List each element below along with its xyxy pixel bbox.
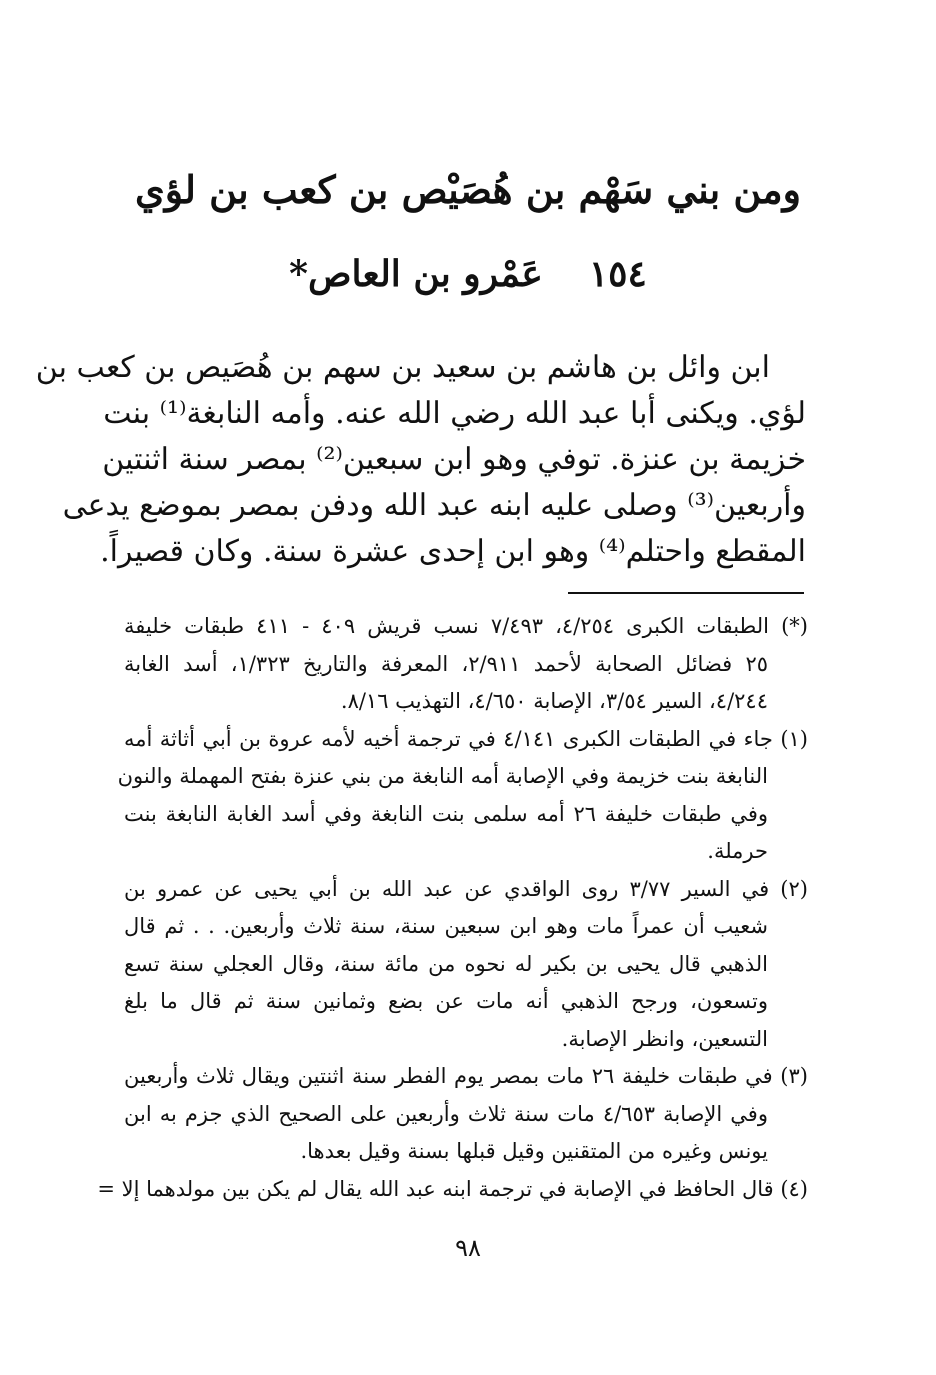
footnote-line: حرملة.	[707, 839, 768, 863]
footnote-4	[97, 1171, 808, 1209]
body-line: خزيمة بن عنزة. توفي وهو ابن سبعين⁽²⁾ بمصر سنة اثنتين	[102, 442, 806, 477]
footnote-line: التسعين، وانظر الإصابة.	[561, 1026, 768, 1051]
body-line: ابن وائل بن هاشم بن سعيد بن سهم بن هُصَيص بن كعب بن	[35, 350, 770, 385]
section-heading: ومن بني سَهْم بن هُصَيْص بن كعب بن لؤي	[134, 167, 802, 212]
footnote-line: وفي طبقات خليفة ٢٦ أمه سلمى بنت النابغة وفي أسد الغابة النابغة بنت	[124, 801, 769, 826]
biography-text	[35, 345, 806, 575]
footnote-line: (٢) في السير ٣/٧٧ روى الواقدي عن عبد الله بن أبي يحيى عن عمرو بن	[124, 876, 808, 901]
footnote-line: النابغة بنت خزيمة وفي الإصابة أمه النابغة من بني عنزة بفتح المهملة والنون	[117, 764, 768, 788]
footnote-line: ٤/٢٤٤، السير ٣/٥٤، الإصابة ٤/٦٥٠، التهذيب ٨/١٦.	[340, 689, 768, 713]
footnote-line: (*) الطبقات الكبرى ٤/٢٥٤، ٧/٤٩٣ نسب قريش ٤٠٩ - ٤١١ طبقات خليفة	[124, 614, 808, 638]
body-line: وأربعين⁽³⁾ وصلى عليه ابنه عبد الله ودفن بمصر بموضع يدعى	[62, 488, 806, 523]
footnote-1	[117, 721, 808, 871]
footnote-2	[124, 871, 808, 1059]
footnote-line: (٣) في طبقات خليفة ٢٦ مات بمصر يوم الفطر سنة اثنتين ويقال ثلاث وأربعين	[124, 1064, 808, 1088]
body-line: لؤي. ويكنى أبا عبد الله رضي الله عنه. وأمه النابغة⁽¹⁾ بنت	[103, 396, 806, 431]
entry-title	[120, 248, 816, 300]
footnote-line: شعيب أن عمراً مات وهو ابن سبعين سنة، سنة ثلاث وأربعين. . . ثم قال	[124, 914, 768, 938]
footnote-line: (١) جاء في الطبقات الكبرى ٤/١٤١ في ترجمة أخيه لأمه عروة بن أبي أثاثة أمه	[124, 726, 808, 751]
footnote-line: وتسعون، ورجح الذهبي أنه مات عن بضع وثمانين سنة ثم قال ما بلغ	[124, 989, 768, 1013]
body-line: المقطع واحتلم⁽⁴⁾ وهو ابن إحدى عشرة سنة. وكان قصيراً.	[100, 534, 806, 569]
footnote-sources	[124, 608, 808, 721]
footnote-3	[124, 1058, 808, 1171]
entry-number: ١٥٤	[588, 253, 647, 295]
footnote-line: ٢٥ فضائل الصحابة لأحمد ٢/٩١١، المعرفة والتاريخ ١/٣٢٣، أسد الغابة	[124, 651, 768, 676]
footnote-line: (٤) قال الحافظ في الإصابة في ترجمة ابنه عبد الله يقال لم يكن بين مولدهما إلا =	[97, 1176, 808, 1201]
footnote-line: يونس وغيره من المتقنين وقيل قبلها بسنة وقيل بعدها.	[300, 1139, 768, 1163]
page-number: ٩٨	[455, 1234, 481, 1262]
footnote-divider	[568, 592, 804, 594]
footnote-line: الذهبي قال يحيى بن بكير له نحوه من مائة سنة، وقال العجلي سنة تسع	[124, 951, 768, 976]
entry-name: عَمْرو بن العاص*	[289, 253, 543, 295]
footnote-line: وفي الإصابة ٤/٦٥٣ مات سنة ثلاث وأربعين على الصحيح الذي جزم به ابن	[124, 1101, 768, 1126]
footnotes	[97, 608, 808, 1208]
